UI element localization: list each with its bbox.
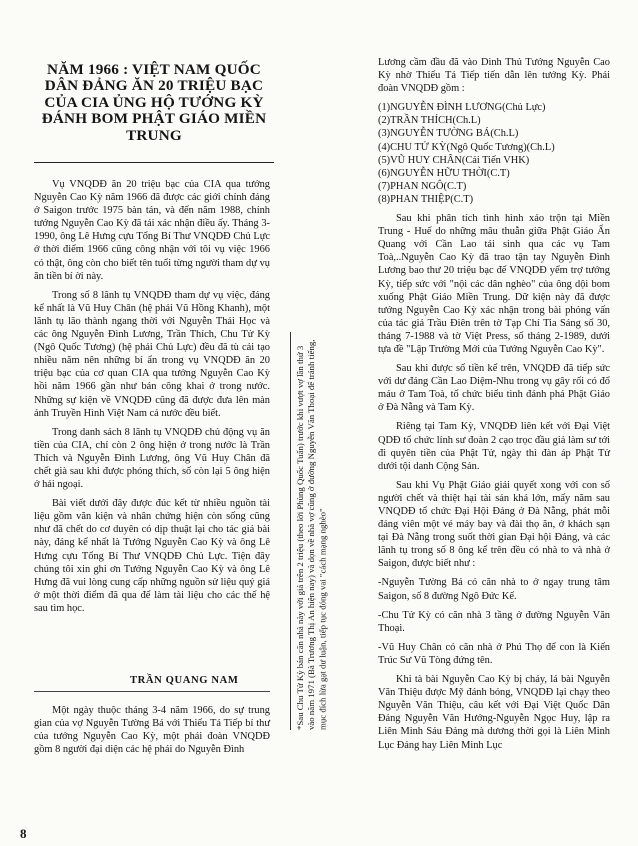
right-paragraph-5: -Nguyễn Tường Bá có căn nhà to ở ngay trung tâm Saigon, số 8 đường Ngô Đức Kế. xyxy=(378,577,610,602)
rotated-footnote: *Sau Chu Tử Kỳ bán căn nhà này với giá trên 2 triệu (theo lời Phùng Quốc Tuấn) trước khi vượt vợ lần thứ 3 vào năm 1971 (Bà Trương Thị An hiện nay) và dọn về nhà vợ cũng ở đường Nguyễn Văn Thoại để tránh tiếng, mục đích lừa gạt dư luận, tiếp tục đóng vai "cách mạng nghèo" xyxy=(295,339,328,730)
left-paragraph-3: Trong danh sách 8 lãnh tụ VNQDĐ chủ động vụ ăn tiền của CIA, chỉ còn 2 ông hiện ở trong nước là Trần Thích và Nguyễn Đình Lương, ông Vũ Huy Chân đã chết già sau khi được phóng thích, số còn lại 5 ông hiện ở hải ngoại. xyxy=(34,426,270,491)
right-paragraph-6: -Chu Tử Kỳ có căn nhà 3 tầng ở đường Nguyễn Văn Thoại. xyxy=(378,609,610,634)
delegation-item: (3)NGUYỄN TƯỜNG BÁ(Ch.L) xyxy=(378,128,519,140)
right-column xyxy=(378,56,610,758)
left-column xyxy=(34,178,270,621)
delegation-item: (5)VŨ HUY CHÂN(Cải Tiến VHK) xyxy=(378,154,530,166)
author-byline: TRẦN QUANG NAM xyxy=(130,675,239,686)
right-paragraph-1: Sau khi phân tích tình hình xáo trộn tại Miền Trung - Huế do những mâu thuẫn giữa Phật Giáo Ấn Quang với Cần Lao tái sinh qua các vụ Tam Toà,..Nguyễn Cao Kỳ đã trao tận tay Nguyễn Đình Lương bao thư 20 triệu bạc để VNQDĐ yểm trợ tướng Kỳ, tiếp sức với "nội các dân nghèo" của ông dội bom xuống Phật Giáo Miền Trung. Dữ kiện này đã được tướng Nguyễn Cao Kỳ xác nhận trong bài phỏng vấn của tác giả Trầu Điên trên tờ Tạp Chí Tia Sáng số 30, tháng 7-1988 và tờ Việt Press, số tháng 2-1989, dưới tựa đề "Lập Trường Mới của Tướng Nguyễn Cao Kỳ". xyxy=(378,213,610,355)
delegation-item: (8)PHAN THIỆP(C.T) xyxy=(378,193,474,205)
right-paragraph-3: Riêng tại Tam Kỳ, VNQDĐ liên kết với Đại Việt QDĐ tổ chức lính sư đoàn 2 cạo trọc đầu giả làm sư tới đi quyên tiền của Phật Tử, ngày thì đàn áp Phật Tử dưới tội danh Cộng Sản. xyxy=(378,421,610,472)
right-paragraph-8: Khi tà bài Nguyễn Cao Kỳ bị cháy, lá bài Nguyễn Văn Thiệu được Mỹ đánh bóng, VNQDĐ lại chạy theo Nguyễn Văn Thiệu, câu kết với Đại Việt Quốc Dân Đảng Nguyễn Văn Hướng-Nguyễn Ngọc Huy, lập ra Liên Minh Sáu Đảng mà dương thời gọi là Liên Minh Lục Đảng hay Liên Minh Lục xyxy=(378,674,610,751)
right-paragraph-4: Sau khi Vụ Phật Giáo giải quyết xong với con số người chết và thiệt hại tài sản khá lớn, mấy năm sau VNQDĐ tổ chức Đại Hội Đảng ở Đà Nẵng, phát mỗi đảng viên một vé máy bay và đài thọ ăn, ở khách sạn tại Đà Nẵng trong suốt thời gian Đại hội Đảng, và các lãnh tụ trong số 8 ông kể trên đều có nhà to và nhà ở Saigon, được biết như : xyxy=(378,479,610,570)
section-divider xyxy=(34,691,270,692)
delegation-item: (4)CHU TỬ KỲ(Ngô Quốc Tương)(Ch.L) xyxy=(378,141,555,153)
delegation-item: (7)PHAN NGÔ(C.T) xyxy=(378,180,467,192)
right-paragraph-2: Sau khi được số tiền kể trên, VNQDĐ đã tiếp sức với dư đảng Cần Lao Diệm-Nhu trong vụ gây rối có đổ máu ở Tam Toà, tổ chức biểu tình đánh phá Phật Giáo ở Đà Nẵng và Tam Kỳ. xyxy=(378,363,610,414)
title-underline xyxy=(34,162,274,163)
delegation-list xyxy=(378,101,610,206)
right-paragraph-7: -Vũ Huy Chân có căn nhà ở Phú Thọ để con là Kiến Trúc Sư Vũ Tòng đứng tên. xyxy=(378,641,610,666)
page-number: 8 xyxy=(20,826,27,841)
footnote-box xyxy=(290,332,371,730)
article-title: NĂM 1966 : VIỆT NAM QUỐC DÂN ĐẢNG ĂN 20 TRIỆU BẠC CỦA CIA ỦNG HỘ TƯỚNG KỲ ĐÁNH BOM PHẬT GIÁO MIỀN TRUNG xyxy=(41,61,267,144)
delegation-item: (6)NGUYỄN HỮU THỜI(C.T) xyxy=(378,167,510,179)
delegation-item: (2)TRẦN THÍCH(Ch.L) xyxy=(378,115,481,127)
left-paragraph-2: Trong số 8 lãnh tụ VNQDĐ tham dự vụ việc, đáng kể nhất là Vũ Huy Chân (hệ phái Vũ Hồng Khanh), một lãnh tụ lão thành ngang thời với Nguyễn Thái Học và các ông Nguyễn Đình Lương, Trần Thích, Chu Tử Kỳ (Ngô Quốc Tương) (hệ phái Chủ Lực) đều đã tù cải tạo nhiều năm nên những bí ẩn trong vụ VNQDĐ ăn 20 triệu bạc của cơ quan CIA qua tướng Nguyễn Cao Kỳ hồi năm 1966 gần như bán công khai ở trong nước. Những sự kiện về VNQDĐ cũng đã được đưa lên màn ảnh Truyền Hình Việt Nam cả nước đều biết. xyxy=(34,289,270,419)
right-intro: Lương cầm đầu đã vào Dinh Thủ Tướng Nguyễn Cao Kỳ nhờ Thiếu Tá Tiếp tiến dẫn lên tướng Kỳ. Phái đoàn VNQDĐ gồm : xyxy=(378,57,610,95)
left-paragraph-1: Vụ VNQDĐ ăn 20 triệu bạc của CIA qua tướng Nguyễn Cao Kỳ năm 1966 đã được các giới chính đảng ở Saigon trước 1975 bàn tán, và đến năm 1988, chính tướng Nguyễn Cao Kỳ đã tái xác nhận điều ấy. Tháng 3-1990, ông Lê Hưng cựu Tổng Bí Thư VNQDĐ Chủ Lực ở thời điểm 1966 cũng công nhận với tôi vụ việc 1966 có thật, ông còn cho biết tên tuổi từng người tham dự vụ ăn tiền bí ời này. xyxy=(34,179,270,282)
left-paragraph-5: Một ngày thuộc tháng 3-4 năm 1966, do sự trung gian của vợ Nguyễn Tường Bá với Thiếu Tá Tiếp bí thư của tướng Nguyễn Cao Kỳ, một phái đoàn VNQDĐ gồm 8 người đại diện các hệ phái do Nguyễn Đình xyxy=(34,705,270,756)
delegation-item: (1)NGUYỄN ĐÌNH LƯƠNG(Chủ Lực) xyxy=(378,102,546,114)
left-paragraph-4: Bài viết dưới đây được đúc kết từ nhiều nguồn tài liệu gồm văn kiện và nhân chứng hiện còn sống cũng như đã chết do cơ duyên có dịp thuật lại cho tác giả bài này, đáng kể nhất là Tướng Nguyễn Cao Kỳ và ông Lê Hưng cựu Tổng Bí Thư VNQDĐ Chủ Lực. Tiện đây chúng tôi xin ghi ơn Tướng Nguyễn Cao Kỳ và ông Lê Hưng đã vui lòng cung cấp những nguồn sử liệu quý giá ở một thời điểm đã qua để làm tài liệu cho các thế hệ sau tìm học. xyxy=(34,498,270,614)
left-column-continued xyxy=(34,704,270,762)
